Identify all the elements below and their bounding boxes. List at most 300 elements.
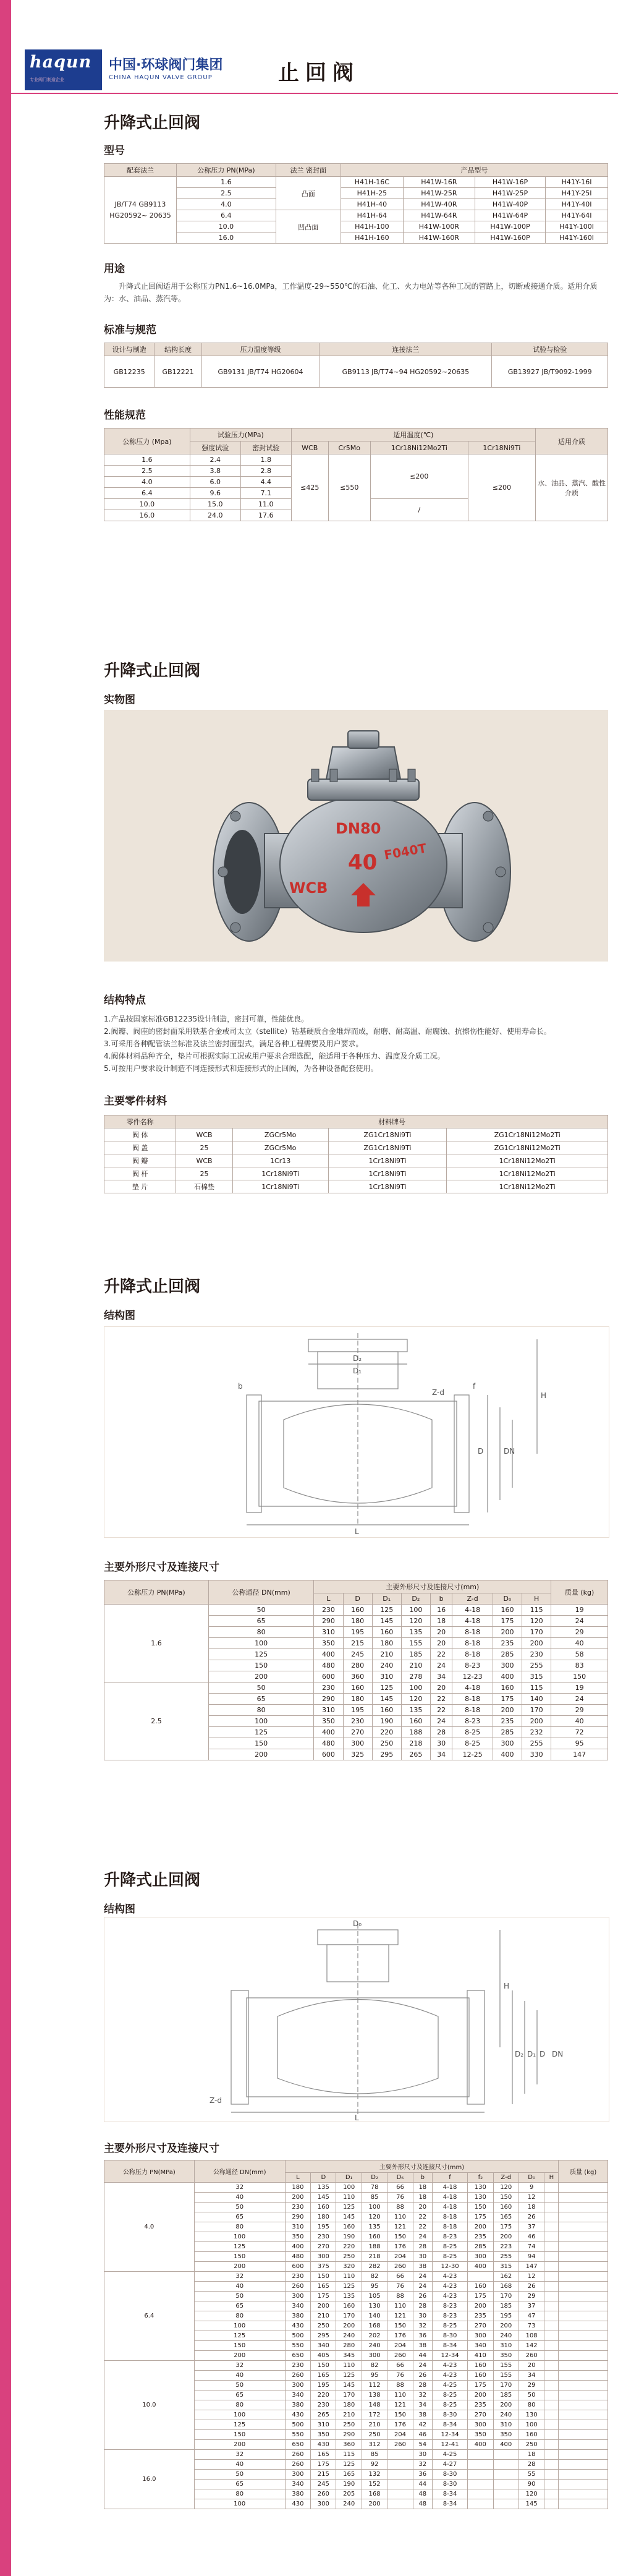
table-cell: 42 — [413, 2420, 432, 2430]
table-cell: 200 — [493, 2400, 519, 2410]
table-cell: 325 — [343, 1749, 372, 1760]
table-cell: 180 — [311, 2212, 336, 2222]
table-cell: 17.6 — [240, 510, 291, 521]
table-cell: 4.0 — [177, 199, 276, 210]
table-cell: 160 — [311, 2203, 336, 2212]
table-cell: 100 — [336, 2183, 362, 2193]
table-cell: 300 — [362, 2351, 387, 2361]
table-cell: 32 — [413, 2321, 432, 2331]
table-cell: 200 — [311, 2301, 336, 2311]
table-cell — [544, 2400, 559, 2410]
table-cell: 34 — [413, 2400, 432, 2410]
table-cell: 160 — [468, 2361, 493, 2371]
table-cell: 600 — [285, 2262, 310, 2272]
table-header-cell: 适用介质 — [536, 429, 608, 454]
model-heading: 型号 — [104, 145, 125, 157]
table-cell: 230 — [285, 2203, 310, 2212]
standards-table — [104, 343, 608, 388]
table-cell: 100 — [194, 2499, 285, 2509]
table-cell: 170 — [522, 1705, 551, 1716]
structure-drawing-2 — [104, 1917, 609, 2122]
table-cell: 50 — [519, 2390, 544, 2400]
table-header-cell: 法兰 密封面 — [276, 164, 341, 177]
table-row — [104, 429, 608, 441]
table-cell: 230 — [311, 2400, 336, 2410]
table-cell: 22 — [430, 1705, 452, 1716]
table-cell: H41Y-25I — [546, 188, 608, 199]
table-cell: 8-30 — [432, 2331, 467, 2341]
table-cell — [559, 2420, 608, 2430]
table-cell: 160 — [343, 1683, 372, 1694]
table-cell — [544, 2420, 559, 2430]
table-cell — [493, 2450, 519, 2460]
table-cell: 125 — [194, 2242, 285, 2252]
table-cell: 160 — [493, 1605, 522, 1616]
table-cell: 46 — [413, 2430, 432, 2440]
dimensions-heading: 主要外形尺寸及连接尺寸 — [104, 1561, 219, 1574]
table-cell: 235 — [468, 2232, 493, 2242]
table-cell: 74 — [519, 2242, 544, 2252]
table-cell: 204 — [387, 2341, 413, 2351]
table-cell: 94 — [519, 2252, 544, 2262]
table-cell: 260 — [285, 2450, 310, 2460]
table-cell: 8-23 — [432, 2232, 467, 2242]
table-cell: 160 — [362, 2232, 387, 2242]
table-cell: 215 — [311, 2470, 336, 2480]
table-cell — [468, 2489, 493, 2499]
table-cell: 250 — [336, 2420, 362, 2430]
table-cell: 66 — [387, 2183, 413, 2193]
table-cell: 34 — [430, 1749, 452, 1760]
table-cell: 350 — [493, 2430, 519, 2440]
table-cell: 125 — [336, 2371, 362, 2381]
dim-label: D₂ — [353, 1354, 362, 1363]
table-header-cell: Z-d — [452, 1593, 493, 1605]
table-cell: 240 — [493, 2410, 519, 2420]
table-cell: 260 — [387, 2351, 413, 2361]
table-cell: 340 — [285, 2390, 310, 2400]
table-cell: 76 — [387, 2193, 413, 2203]
feature-item: 2.阀瓣、阀座的密封面采用铁基合金或司太立（stellite）钴基硬质合金堆焊而成，耐磨、耐高温、耐腐蚀、抗擦伤性能好、使用寿命长。 — [104, 1027, 551, 1036]
table-cell — [559, 2321, 608, 2331]
table-cell: 270 — [468, 2321, 493, 2331]
table-cell: 1.6 — [177, 177, 276, 188]
table-cell — [544, 2272, 559, 2282]
table-header-cell: 公称压力 PN(MPa) — [104, 1580, 209, 1605]
table-cell: 29 — [551, 1627, 608, 1638]
table-header-cell: 主要外形尺寸及连接尺寸(mm) — [314, 1580, 551, 1593]
table-cell: 44 — [413, 2480, 432, 2489]
table-cell: GB12221 — [154, 356, 201, 388]
table-cell: 26 — [413, 2371, 432, 2381]
table-cell: 110 — [387, 2212, 413, 2222]
table-cell — [468, 2499, 493, 2509]
drawing-heading: 结构图 — [104, 1310, 135, 1322]
table-cell: 188 — [401, 1727, 430, 1738]
table-cell: 410 — [468, 2351, 493, 2361]
table-row — [104, 1180, 608, 1193]
table-cell: 83 — [551, 1660, 608, 1671]
table-cell — [544, 2242, 559, 2252]
table-cell: 250 — [336, 2252, 362, 2262]
table-cell: 170 — [522, 1627, 551, 1638]
valve-photo — [104, 710, 608, 962]
table-cell — [559, 2272, 608, 2282]
table-cell: 147 — [551, 1749, 608, 1760]
table-cell: 24 — [551, 1616, 608, 1627]
table-header-cell: 设计与制造 — [104, 343, 154, 356]
table-cell — [559, 2252, 608, 2262]
table-cell: 310 — [314, 1627, 343, 1638]
table-header-cell: 1Cr18Ni9Ti — [468, 441, 535, 454]
table-cell: 176 — [387, 2242, 413, 2252]
table-cell: 16.0 — [104, 2450, 195, 2509]
table-cell: 375 — [311, 2262, 336, 2272]
table-cell: 232 — [522, 1727, 551, 1738]
table-row — [104, 454, 608, 466]
table-cell: 200 — [493, 1627, 522, 1638]
table-cell: 135 — [336, 2292, 362, 2301]
table-cell: 160 — [336, 2222, 362, 2232]
table-cell: 270 — [311, 2242, 336, 2252]
table-cell: 12-23 — [452, 1671, 493, 1683]
table-cell: 185 — [401, 1649, 430, 1660]
table-cell: 155 — [401, 1638, 430, 1649]
table-cell: 210 — [362, 2420, 387, 2430]
table-cell: 2.5 — [177, 188, 276, 199]
table-cell: 32 — [194, 2183, 285, 2193]
table-cell: 100 — [519, 2420, 544, 2430]
table-cell: 180 — [372, 1638, 401, 1649]
feature-item: 1.产品按国家标准GB12235设计制造，密封可靠，性能优良。 — [104, 1015, 309, 1023]
table-cell: 255 — [493, 2252, 519, 2262]
table-header-cell: D₁ — [372, 1593, 401, 1605]
table-cell: 66 — [387, 2272, 413, 2282]
table-cell: 165 — [311, 2371, 336, 2381]
table-cell: H41W-40P — [475, 199, 545, 210]
table-cell: 18 — [430, 1616, 452, 1627]
table-cell: JB/T74 GB9113 HG20592~ 20635 — [104, 177, 177, 244]
table-cell — [544, 2361, 559, 2371]
table-cell: 195 — [343, 1705, 372, 1716]
table-cell: H41Y-40I — [546, 199, 608, 210]
table-cell: 3.8 — [190, 466, 240, 477]
table-cell: H41H-100 — [341, 221, 403, 232]
table-cell: GB12235 — [104, 356, 154, 388]
table-cell: 190 — [372, 1716, 401, 1727]
table-cell — [559, 2203, 608, 2212]
table-cell: 188 — [362, 2242, 387, 2252]
table-cell — [544, 2470, 559, 2480]
table-cell — [544, 2203, 559, 2212]
table-cell: 295 — [372, 1749, 401, 1760]
table-cell: 400 — [314, 1727, 343, 1738]
table-cell: 24 — [413, 2232, 432, 2242]
table-cell — [559, 2341, 608, 2351]
table-cell: 50 — [208, 1605, 313, 1616]
table-cell: 175 — [468, 2212, 493, 2222]
left-accent-bar — [0, 0, 11, 2576]
table-cell: 1Cr18Ni12Mo2Ti — [447, 1154, 608, 1167]
table-cell — [559, 2193, 608, 2203]
table-cell: 150 — [208, 1738, 313, 1749]
table-cell: 170 — [336, 2311, 362, 2321]
table-cell: 24 — [413, 2361, 432, 2371]
parts-heading: 主要零件材料 — [104, 1095, 167, 1107]
table-cell: 38 — [413, 2410, 432, 2420]
table-cell: 160 — [468, 2282, 493, 2292]
table-cell: 32 — [194, 2361, 285, 2371]
table-cell: 200 — [194, 2351, 285, 2361]
table-cell — [559, 2390, 608, 2400]
table-cell: 58 — [551, 1649, 608, 1660]
table-cell: H41H-160 — [341, 232, 403, 244]
table-cell: 150 — [208, 1660, 313, 1671]
table-cell: 290 — [314, 1694, 343, 1705]
table-cell — [387, 2450, 413, 2460]
table-cell: 18 — [413, 2183, 432, 2193]
table-cell: 4-27 — [432, 2460, 467, 2470]
table-cell — [559, 2311, 608, 2321]
table-cell: 160 — [336, 2301, 362, 2311]
table-cell: 4-18 — [432, 2193, 467, 2203]
table-header-cell: D — [311, 2173, 336, 2183]
table-cell: 37 — [519, 2301, 544, 2311]
table-cell: 150 — [311, 2361, 336, 2371]
table-cell: 4-23 — [432, 2282, 467, 2292]
table-cell: 阀 体 — [104, 1128, 176, 1141]
table-cell: 80 — [194, 2311, 285, 2321]
table-cell: 28 — [430, 1727, 452, 1738]
table-cell: 300 — [285, 2381, 310, 2390]
table-row — [104, 1115, 608, 1128]
table-cell: 8-30 — [432, 2470, 467, 2480]
table-header-cell: D₀ — [519, 2173, 544, 2183]
table-cell: 22 — [430, 1694, 452, 1705]
table-cell: 32 — [194, 2450, 285, 2460]
table-header-cell: D — [343, 1593, 372, 1605]
table-cell: H41W-40R — [403, 199, 475, 210]
table-cell: 230 — [311, 2232, 336, 2242]
table-cell: 4-23 — [432, 2361, 467, 2371]
table-cell — [544, 2232, 559, 2242]
table-header-cell: D₂ — [362, 2173, 387, 2183]
table-row — [104, 188, 608, 199]
table-cell: 29 — [551, 1705, 608, 1716]
table-cell: 240 — [362, 2341, 387, 2351]
dim-label: H — [504, 1982, 510, 1990]
table-cell: 2.5 — [104, 466, 190, 477]
table-cell — [544, 2193, 559, 2203]
table-cell: 110 — [336, 2193, 362, 2203]
table-cell: 204 — [387, 2252, 413, 2262]
table-cell: 12-41 — [432, 2440, 467, 2450]
table-cell: 290 — [336, 2430, 362, 2440]
performance-table — [104, 428, 608, 521]
feature-item: 4.阀体材料品种齐全，垫片可根据实际工况或用户要求合理选配，能适用于各种压力、温度及介质工况。 — [104, 1052, 445, 1060]
table-cell — [387, 2480, 413, 2489]
table-cell: 65 — [208, 1616, 313, 1627]
table-cell: 20 — [519, 2361, 544, 2371]
table-cell: 300 — [468, 2331, 493, 2341]
table-cell: 300 — [493, 1660, 522, 1671]
table-cell: 350 — [285, 2232, 310, 2242]
table-cell: 200 — [208, 1671, 313, 1683]
table-cell: 240 — [493, 2331, 519, 2341]
table-cell: 12-30 — [432, 2262, 467, 2272]
table-cell: 130 — [362, 2301, 387, 2311]
table-cell — [559, 2292, 608, 2301]
table-cell — [468, 2470, 493, 2480]
table-cell: 120 — [401, 1616, 430, 1627]
table-cell: 8-23 — [452, 1716, 493, 1727]
table-cell: 405 — [311, 2351, 336, 2361]
table-cell: 140 — [522, 1694, 551, 1705]
feature-item: 3.可采用各种配管法兰标准及法兰密封面型式，满足各种工程需要及用户要求。 — [104, 1039, 363, 1048]
table-cell: ZGCr5Mo — [232, 1141, 328, 1154]
table-cell: 8-18 — [452, 1649, 493, 1660]
table-cell: 650 — [285, 2440, 310, 2450]
table-cell — [544, 2183, 559, 2193]
table-cell: 165 — [493, 2212, 519, 2222]
dim-label: D — [540, 2050, 546, 2058]
table-cell — [544, 2321, 559, 2331]
table-cell: 125 — [336, 2282, 362, 2292]
table-cell: 148 — [362, 2400, 387, 2410]
table-cell: 223 — [493, 2242, 519, 2252]
table-cell: 210 — [401, 1660, 430, 1671]
table-cell: 320 — [336, 2262, 362, 2272]
table-cell: 8-23 — [452, 1660, 493, 1671]
table-cell: 150 — [551, 1671, 608, 1683]
table-cell: 28 — [519, 2460, 544, 2470]
section-features — [104, 991, 608, 1193]
table-cell — [544, 2262, 559, 2272]
table-cell: 280 — [343, 1660, 372, 1671]
table-cell: 168 — [362, 2489, 387, 2499]
table-cell — [559, 2460, 608, 2470]
table-cell: 120 — [401, 1694, 430, 1705]
table-cell: 165 — [311, 2282, 336, 2292]
table-header-cell: Z-d — [493, 2173, 519, 2183]
dimensions-table-2 — [104, 2160, 608, 2509]
table-cell: 135 — [401, 1627, 430, 1638]
table-cell: 88 — [387, 2381, 413, 2390]
table-cell — [559, 2301, 608, 2311]
table-cell — [468, 2480, 493, 2489]
table-cell: 400 — [468, 2262, 493, 2272]
table-cell: 430 — [311, 2440, 336, 2450]
table-cell: H41W-160P — [475, 232, 545, 244]
section-title: 升降式止回阀 — [104, 1871, 201, 1890]
table-cell: 40 — [194, 2193, 285, 2203]
section-structure-2 — [104, 1867, 608, 1916]
table-cell: 115 — [522, 1605, 551, 1616]
table-cell: 85 — [362, 2193, 387, 2203]
table-cell: 8-18 — [432, 2212, 467, 2222]
table-cell: 垫 片 — [104, 1180, 176, 1193]
table-cell: 28 — [413, 2381, 432, 2390]
table-cell: 480 — [314, 1738, 343, 1749]
table-cell: 24 — [413, 2272, 432, 2282]
table-cell: 130 — [519, 2410, 544, 2420]
table-cell: / — [370, 499, 468, 521]
table-cell — [544, 2410, 559, 2420]
table-header-cell: 材料牌号 — [176, 1115, 608, 1128]
table-cell: 30 — [413, 2311, 432, 2321]
table-cell: 380 — [285, 2400, 310, 2410]
table-cell: 260 — [311, 2489, 336, 2499]
table-cell: 245 — [311, 2480, 336, 2489]
table-cell: 95 — [362, 2371, 387, 2381]
table-cell: 200 — [522, 1638, 551, 1649]
table-cell: 330 — [522, 1749, 551, 1760]
parts-table — [104, 1115, 608, 1193]
table-cell: 22 — [430, 1649, 452, 1660]
table-cell: 125 — [336, 2460, 362, 2470]
table-cell — [544, 2390, 559, 2400]
table-cell — [544, 2292, 559, 2301]
table-cell: 100 — [401, 1683, 430, 1694]
table-cell: 36 — [413, 2331, 432, 2341]
table-cell: 180 — [343, 1616, 372, 1627]
table-header-cell: Cr5Mo — [328, 441, 370, 454]
table-cell: 10.0 — [177, 221, 276, 232]
table-cell: 48 — [413, 2489, 432, 2499]
table-cell: 195 — [343, 1627, 372, 1638]
table-cell: 108 — [519, 2331, 544, 2341]
table-cell — [544, 2282, 559, 2292]
table-cell: 400 — [314, 1649, 343, 1660]
table-cell — [559, 2440, 608, 2450]
company-name-en: CHINA HAQUN VALVE GROUP — [109, 74, 213, 81]
table-cell: 430 — [285, 2410, 310, 2420]
table-cell: 16 — [430, 1605, 452, 1616]
table-cell: 175 — [468, 2381, 493, 2390]
table-header-cell: 压力温度等级 — [201, 343, 320, 356]
table-cell: 32 — [413, 2460, 432, 2470]
table-cell: 8-23 — [432, 2301, 467, 2311]
table-cell: 230 — [522, 1649, 551, 1660]
table-cell: 105 — [362, 2292, 387, 2301]
table-cell: 1Cr18Ni12Mo2Ti — [447, 1167, 608, 1180]
table-cell: 20 — [430, 1638, 452, 1649]
table-cell: 78 — [362, 2183, 387, 2193]
table-cell: 200 — [208, 1749, 313, 1760]
table-cell: 200 — [522, 1716, 551, 1727]
table-cell: 25 — [176, 1167, 232, 1180]
table-cell: 400 — [468, 2440, 493, 2450]
table-header-cell: 适用温度(℃) — [291, 429, 535, 441]
table-cell: 66 — [387, 2361, 413, 2371]
table-cell: 8-18 — [452, 1638, 493, 1649]
table-row — [104, 2450, 608, 2460]
table-cell — [559, 2222, 608, 2232]
table-cell: 32 — [413, 2390, 432, 2400]
table-cell: 155 — [493, 2361, 519, 2371]
table-header-cell: 1Cr18Ni12Mo2Ti — [370, 441, 468, 454]
table-cell: 500 — [285, 2420, 310, 2430]
table-row — [104, 1154, 608, 1167]
table-cell: 4-18 — [452, 1683, 493, 1694]
table-cell: 310 — [372, 1671, 401, 1683]
table-cell: 230 — [314, 1605, 343, 1616]
table-cell: 24 — [551, 1694, 608, 1705]
table-cell: 110 — [387, 2390, 413, 2400]
table-cell — [559, 2371, 608, 2381]
table-cell: H41Y-100I — [546, 221, 608, 232]
table-cell: 26 — [413, 2292, 432, 2301]
